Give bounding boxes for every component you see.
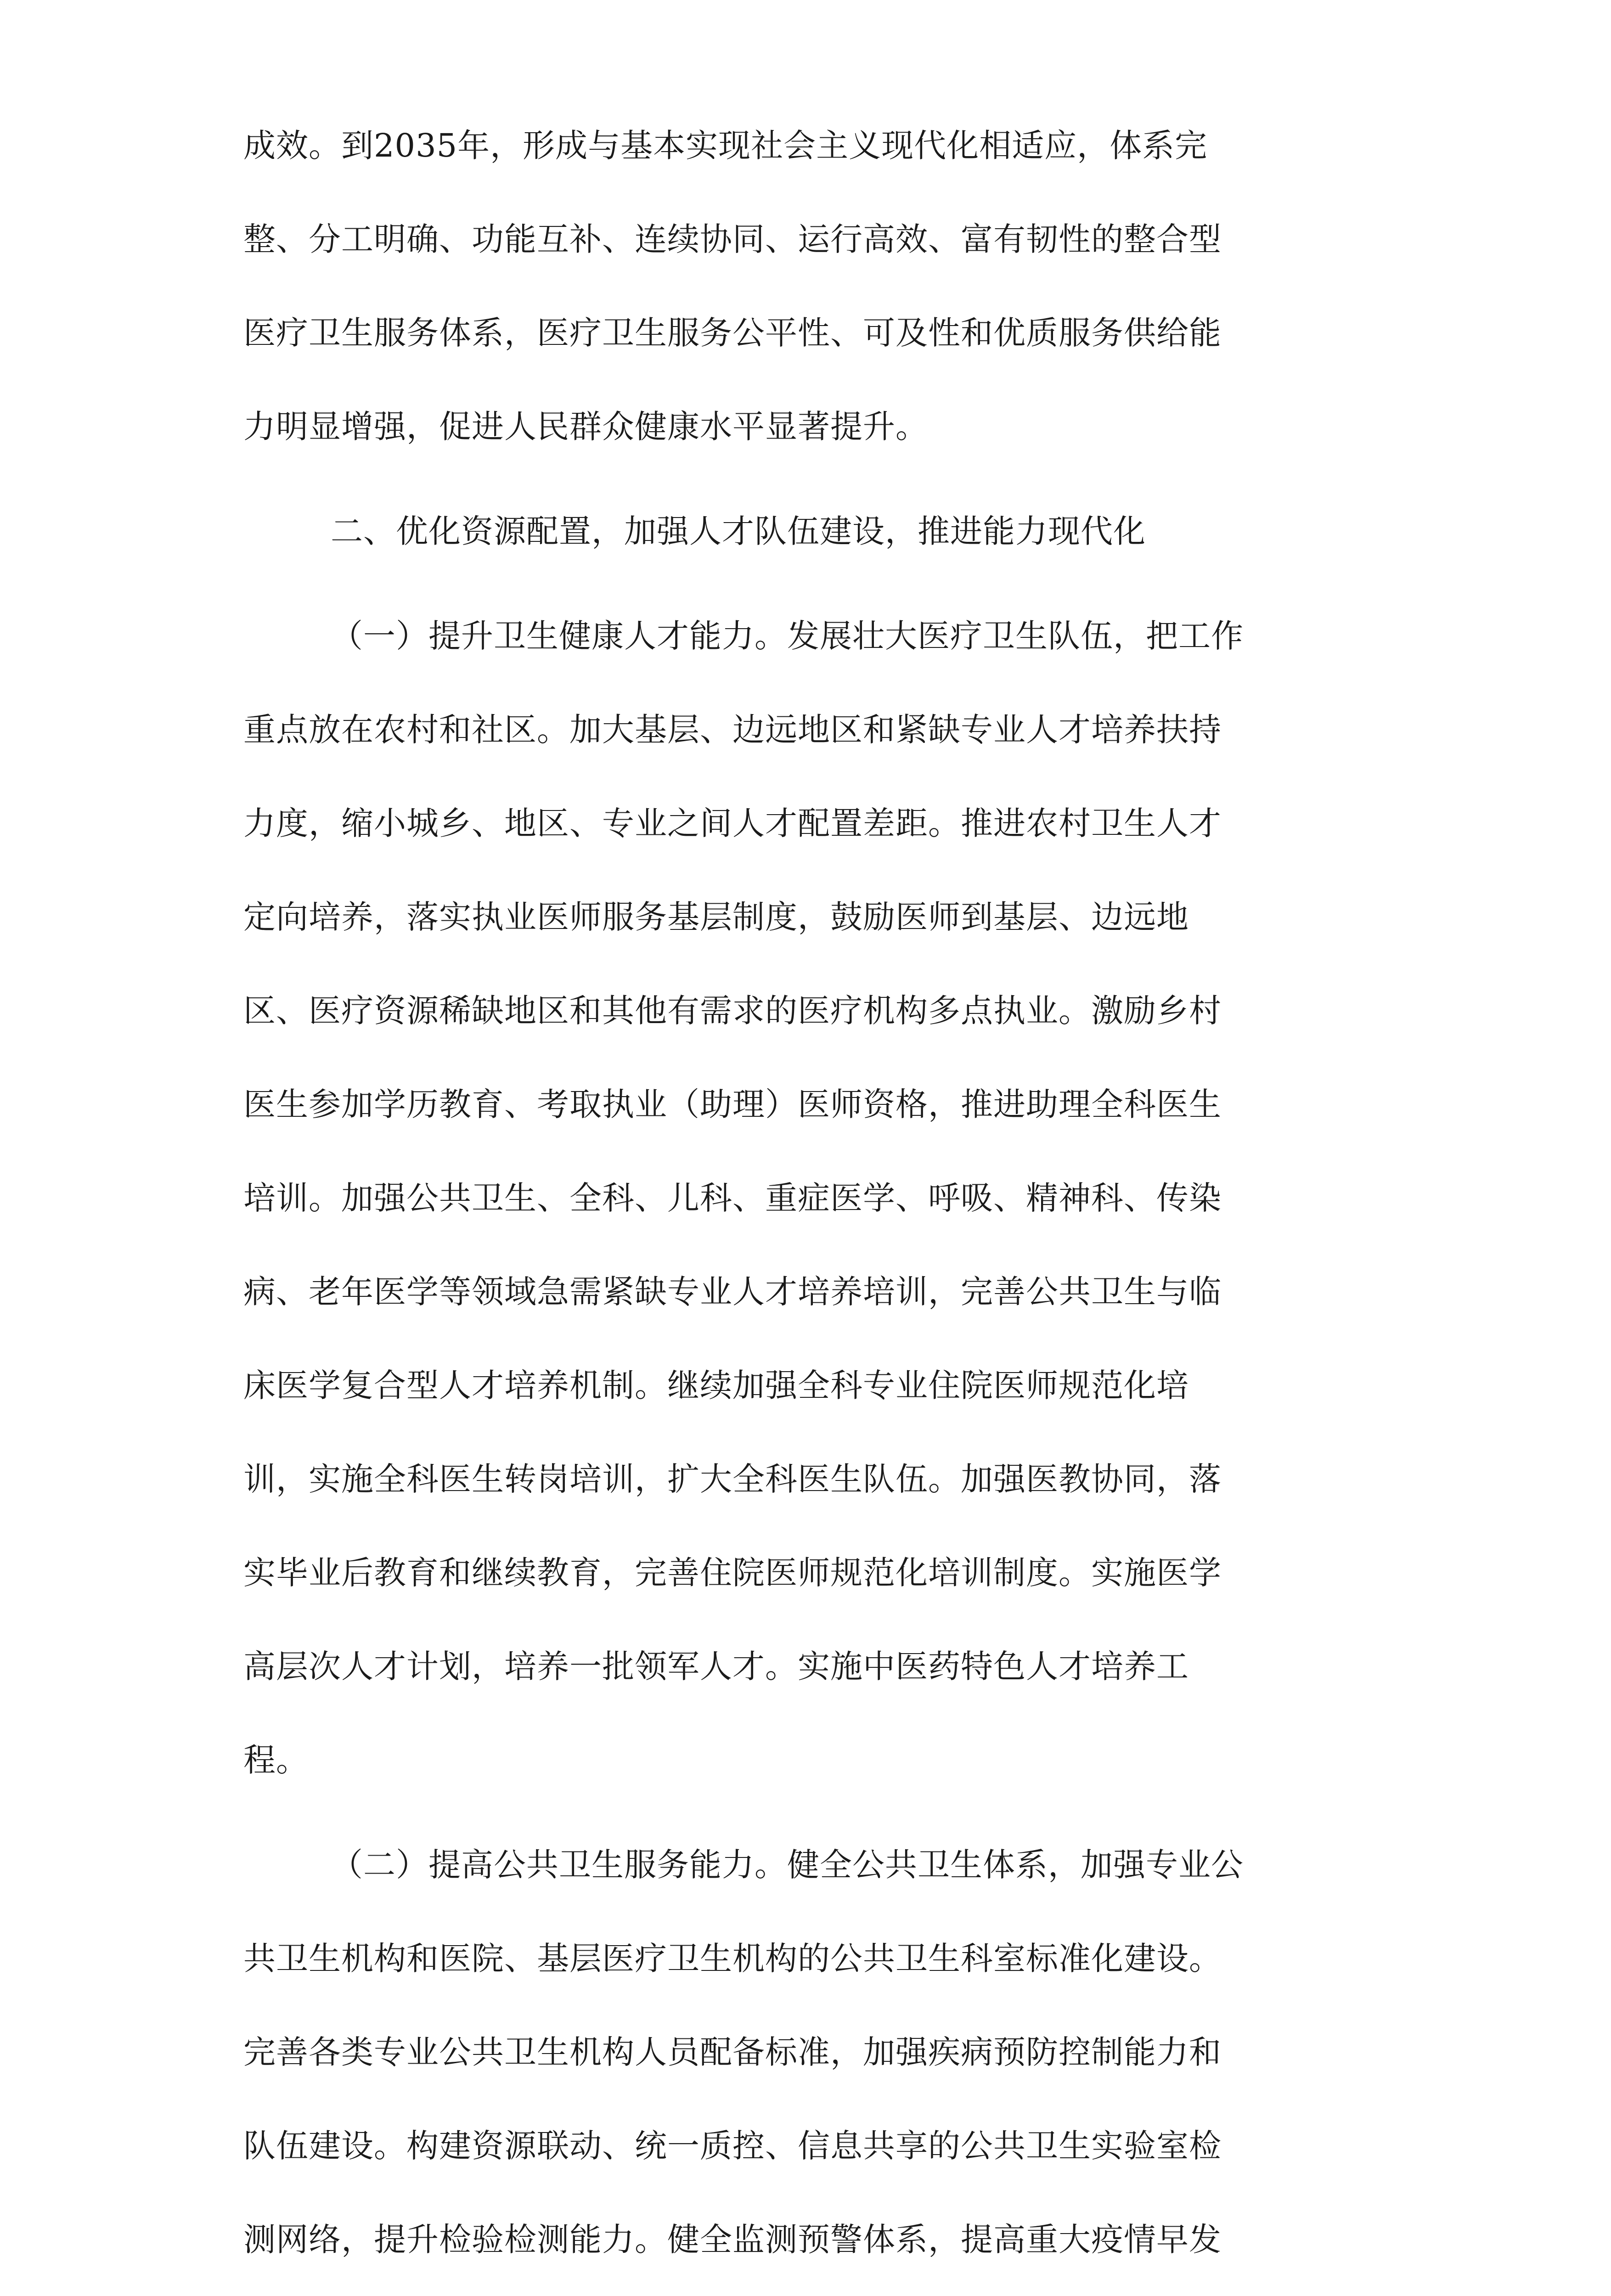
paragraph-line: 训，实施全科医生转岗培训，扩大全科医生队伍。加强医教协同，落 xyxy=(243,1460,1222,1498)
paragraph-line: 测网络，提升检验检测能力。健全监测预警体系，提高重大疫情早发 xyxy=(243,2221,1222,2258)
paragraph-line: 共卫生机构和医院、基层医疗卫生机构的公共卫生科室标准化建设。 xyxy=(243,1940,1222,1977)
paragraph-line: 定向培养，落实执业医师服务基层制度，鼓励医师到基层、边远地 xyxy=(243,898,1189,936)
paragraph-line: 病、老年医学等领域急需紧缺专业人才培养培训，完善公共卫生与临 xyxy=(243,1273,1222,1311)
paragraph-line: 队伍建设。构建资源联动、统一质控、信息共享的公共卫生实验室检 xyxy=(243,2127,1222,2165)
paragraph-line: 力度，缩小城乡、地区、专业之间人才配置差距。推进农村卫生人才 xyxy=(243,805,1222,842)
paragraph-line: （一）提升卫生健康人才能力。发展壮大医疗卫生队伍，把工作 xyxy=(331,617,1244,655)
section-heading: 二、优化资源配置，加强人才队伍建设，推进能力现代化 xyxy=(331,512,1146,550)
paragraph-line: 完善各类专业公共卫生机构人员配备标准，加强疾病预防控制能力和 xyxy=(243,2033,1222,2071)
paragraph-line: 高层次人才计划，培养一批领军人才。实施中医药特色人才培养工 xyxy=(243,1648,1189,1685)
paragraph-line: 培训。加强公共卫生、全科、儿科、重症医学、呼吸、精神科、传染 xyxy=(243,1179,1222,1217)
paragraph-line: 区、医疗资源稀缺地区和其他有需求的医疗机构多点执业。激励乡村 xyxy=(243,992,1222,1030)
paragraph-line: 重点放在农村和社区。加大基层、边远地区和紧缺专业人才培养扶持 xyxy=(243,711,1222,748)
paragraph-line: 医生参加学历教育、考取执业（助理）医师资格，推进助理全科医生 xyxy=(243,1086,1222,1123)
paragraph-line: 力明显增强，促进人民群众健康水平显著提升。 xyxy=(243,408,928,445)
paragraph-line: 整、分工明确、功能互补、连续协同、运行高效、富有韧性的整合型 xyxy=(243,220,1222,258)
paragraph-line: 医疗卫生服务体系，医疗卫生服务公平性、可及性和优质服务供给能 xyxy=(243,314,1222,352)
paragraph-line: 成效。到2035年，形成与基本实现社会主义现代化相适应，体系完 xyxy=(243,127,1208,164)
paragraph-line: 实毕业后教育和继续教育，完善住院医师规范化培训制度。实施医学 xyxy=(243,1554,1222,1592)
paragraph-line: （二）提高公共卫生服务能力。健全公共卫生体系，加强专业公 xyxy=(331,1846,1244,1884)
paragraph-line: 程。 xyxy=(243,1741,309,1779)
paragraph-line: 床医学复合型人才培养机制。继续加强全科专业住院医师规范化培 xyxy=(243,1367,1189,1404)
